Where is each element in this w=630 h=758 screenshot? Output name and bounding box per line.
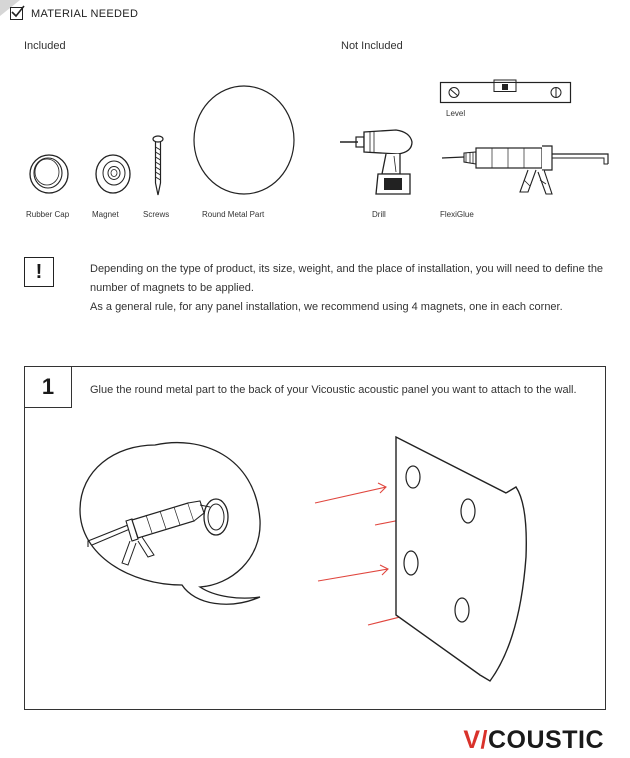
section-title: MATERIAL NEEDED <box>31 7 139 20</box>
not-included-label: Not Included <box>341 40 403 52</box>
screw-icon <box>150 135 166 197</box>
magnet-icon <box>93 153 133 195</box>
notice-text <box>90 260 610 317</box>
included-label: Included <box>24 40 66 52</box>
brand-logo-name: COUSTIC <box>488 726 604 754</box>
brand-logo-prefix: V/ <box>463 726 488 754</box>
arrow-icon <box>318 565 388 581</box>
flexiglue-label: FlexiGlue <box>440 210 474 219</box>
level-icon <box>440 80 572 104</box>
magnet-label: Magnet <box>92 210 119 219</box>
notice-line-2: As a general rule, for any panel installation, we recommend using 4 magnets, one in each corner. <box>90 301 563 313</box>
screws-label: Screws <box>143 210 170 219</box>
drill-label: Drill <box>372 210 386 219</box>
brand-logo <box>463 726 604 755</box>
rubber-cap-label: Rubber Cap <box>26 210 70 219</box>
drill-icon <box>338 118 418 198</box>
rubber-cap-icon <box>27 152 71 196</box>
flexiglue-icon <box>440 140 612 198</box>
notice-icon: ! <box>24 257 54 287</box>
step-text: Glue the round metal part to the back of your Vicoustic acoustic panel you want to attach to the wall. <box>90 384 577 396</box>
round-metal-part-icon <box>190 84 298 196</box>
acoustic-panel <box>396 437 526 681</box>
arrow-icon <box>315 483 386 503</box>
notice-line-1: Depending on the type of product, its size, weight, and the place of installation, you will need to define the number of magnets to be applied. <box>90 263 604 294</box>
round-metal-part-label: Round Metal Part <box>202 210 265 219</box>
checkbox-icon <box>10 7 23 20</box>
step-number: 1 <box>24 366 72 408</box>
section-header <box>10 7 138 20</box>
level-label: Level <box>446 109 466 118</box>
step-1-illustration <box>70 425 560 690</box>
